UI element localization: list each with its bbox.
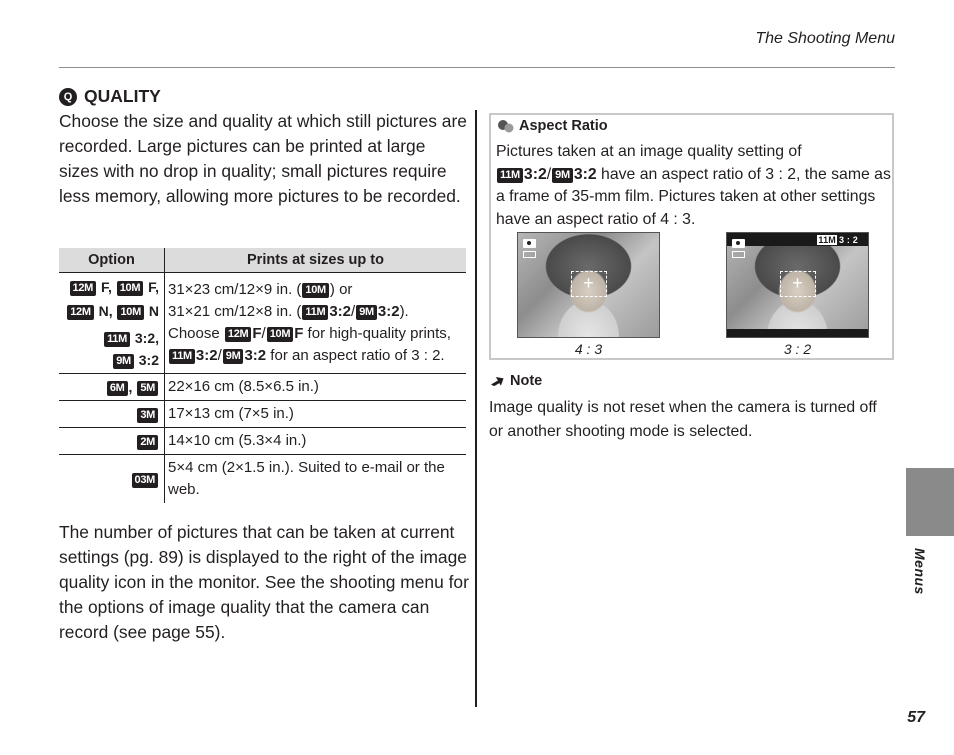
size-5m-icon: 5M (137, 381, 158, 396)
size-12m-icon: 12M (67, 305, 94, 320)
running-header: The Shooting Menu (755, 30, 895, 47)
header-rule (59, 67, 895, 68)
option-cell (59, 325, 165, 374)
size-03m-icon: 03M (132, 473, 159, 488)
quality-icon: Q (59, 88, 77, 106)
size-10m-icon: 10M (117, 305, 144, 320)
camera-mode-icon (732, 239, 745, 248)
fine-label: F (100, 279, 108, 295)
option-cell (59, 455, 165, 504)
quality-table (59, 248, 466, 503)
fine-label: F (148, 279, 156, 295)
size-11m-icon: 11M (497, 168, 523, 183)
desc-text: 31×23 cm/12×9 in. ( (168, 281, 302, 298)
column-divider (475, 110, 477, 707)
desc-text: ) or (329, 281, 353, 298)
table-row (59, 273, 466, 326)
size-9m-icon: 9M (223, 349, 244, 364)
side-tab (906, 468, 954, 536)
separator: , (108, 303, 113, 319)
description-cell: 17×13 cm (7×5 in.) (165, 401, 467, 428)
size-6m-icon: 6M (107, 381, 128, 396)
focus-frame-icon (780, 271, 816, 297)
preview-image-3-2 (726, 232, 869, 338)
separator: / (217, 347, 222, 364)
aspect-ratio-box (489, 113, 894, 360)
camera-mode-icon (523, 239, 536, 248)
size-11m-icon: 11M (104, 332, 130, 347)
desc-text: Choose (168, 325, 224, 342)
size-10m-icon: 10M (302, 283, 329, 298)
fine-label: F (294, 325, 304, 342)
option-cell (59, 428, 165, 455)
description-cell (165, 273, 467, 374)
aspect-text-line: have an aspect ratio of 3 : 2, the same as a frame of 35-mm film. Pictures taken at other settings have an aspect ratio of 4 : 3. (496, 165, 891, 228)
page-number: 57 (907, 709, 925, 726)
side-tab-label: Menus (912, 548, 928, 595)
osd-quality-indicator (817, 235, 858, 245)
size-3m-icon: 3M (137, 408, 158, 423)
size-2m-icon: 2M (137, 435, 158, 450)
description-cell: 14×10 cm (5.3×4 in.) (165, 428, 467, 455)
battery-icon (523, 251, 536, 258)
size-10m-icon: 10M (267, 327, 294, 342)
separator: , (155, 330, 159, 346)
description-cell: 22×16 cm (8.5×6.5 in.) (165, 374, 467, 401)
separator: / (261, 325, 266, 342)
ratio-label: 3:2 (377, 303, 400, 320)
ratio-label: 3:2 (573, 165, 597, 183)
size-12m-icon: 12M (70, 281, 97, 296)
desc-text: for an aspect ratio of 3 : 2. (266, 347, 445, 364)
osd-size-icon: 11M (818, 235, 836, 245)
ratio-label: 3:2 (195, 347, 218, 364)
note-text: Image quality is not reset when the camera is turned off or another shooting mode is selected. (489, 399, 877, 440)
note-heading (489, 373, 542, 389)
size-11m-icon: 11M (169, 349, 195, 364)
caption-3-2: 3 : 2 (783, 341, 812, 357)
size-12m-icon: 12M (225, 327, 252, 342)
preview-image-4-3 (517, 232, 660, 338)
focus-frame-icon (571, 271, 607, 297)
pointing-hand-icon (489, 374, 505, 388)
caption-4-3: 4 : 3 (574, 341, 603, 357)
size-10m-icon: 10M (117, 281, 144, 296)
option-cell (59, 401, 165, 428)
description-cell: 5×4 cm (2×1.5 in.). Suited to e-mail or the web. (165, 455, 467, 504)
table-row (59, 428, 466, 455)
size-9m-icon: 9M (113, 354, 134, 369)
desc-text: 31×21 cm/12×8 in. ( (168, 303, 302, 320)
aspect-ratio-title: Aspect Ratio (519, 118, 608, 134)
normal-label: N (148, 303, 159, 319)
ratio-label: 3:2 (134, 330, 156, 346)
letterbox-bottom (727, 329, 868, 337)
note-title: Note (510, 373, 543, 389)
table-header-row (59, 248, 466, 273)
normal-label: N (98, 303, 109, 319)
aspect-ratio-heading (497, 118, 608, 134)
separator: , (107, 279, 112, 295)
separator: / (351, 303, 356, 320)
aspect-text-line: Pictures taken at an image quality setting of (496, 143, 802, 160)
battery-icon (732, 251, 745, 258)
ratio-label: 3:2 (138, 352, 159, 368)
separator: , (128, 379, 133, 395)
osd-ratio: 3 : 2 (838, 235, 858, 245)
section-heading (59, 86, 161, 107)
option-cell (59, 273, 165, 326)
ratio-label: 3:2 (244, 347, 267, 364)
aspect-ratio-text (496, 141, 891, 231)
ratio-label: 3:2 (523, 165, 547, 183)
table-row (59, 401, 466, 428)
size-9m-icon: 9M (552, 168, 573, 183)
desc-text: for high-quality prints, (303, 325, 451, 342)
size-11m-icon: 11M (302, 305, 328, 320)
separator: / (546, 165, 552, 183)
header-prints: Prints at sizes up to (165, 248, 467, 273)
option-cell (59, 374, 165, 401)
table-row (59, 374, 466, 401)
tip-icon (497, 119, 515, 133)
fine-label: F (252, 325, 262, 342)
table-row (59, 455, 466, 504)
outro-paragraph: The number of pictures that can be taken at current settings (pg. 89) is displayed to the right of the image quality icon in the monitor. See the shooting menu for the options of image quality that the camera can record (see page 55). (59, 522, 469, 642)
section-title: QUALITY (84, 86, 161, 106)
size-9m-icon: 9M (356, 305, 377, 320)
separator: , (155, 279, 159, 295)
desc-text: ). (399, 303, 409, 320)
header-option: Option (59, 248, 165, 273)
ratio-label: 3:2 (329, 303, 352, 320)
intro-paragraph: Choose the size and quality at which still pictures are recorded. Large pictures can be printed at large sizes with no drop in quality; small pictures require less memory, allowing more pictures to be recorded. (59, 111, 467, 206)
